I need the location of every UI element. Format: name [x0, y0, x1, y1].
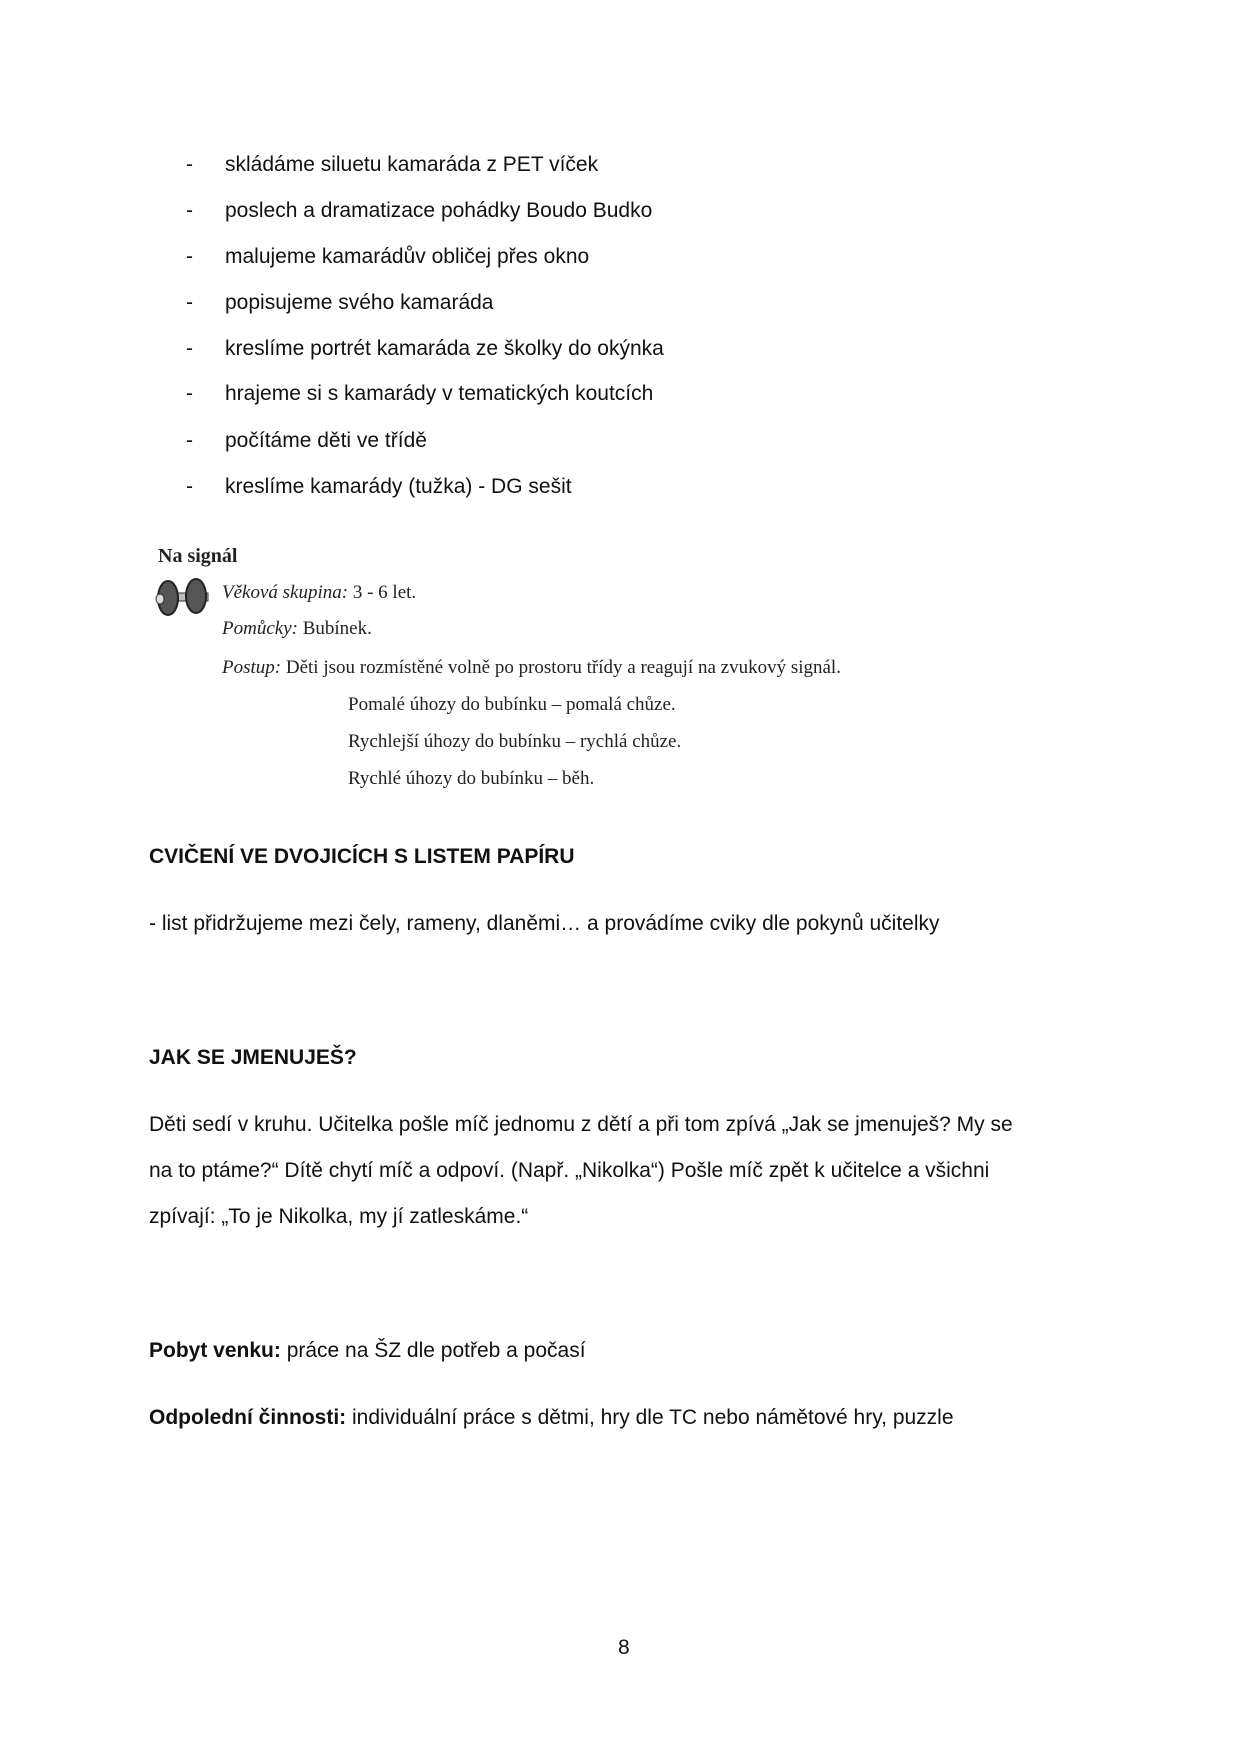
- afternoon-text: individuální práce s dětmi, hry dle TC nebo námětové hry, puzzle: [346, 1406, 954, 1429]
- afternoon-line: [149, 1405, 954, 1431]
- bullet-dash: -: [186, 475, 193, 498]
- list-item: popisujeme svého kamaráda: [225, 291, 494, 314]
- outdoor-line: [149, 1338, 586, 1364]
- bullet-dash: -: [186, 429, 193, 452]
- section-heading: CVIČENÍ VE DVOJICÍCH S LISTEM PAPÍRU: [149, 845, 575, 868]
- paragraph-line: Děti sedí v kruhu. Učitelka pošle míč jednomu z dětí a při tom zpívá „Jak se jmenuješ? My se: [149, 1113, 1013, 1136]
- age-value: 3 - 6 let.: [352, 582, 417, 603]
- list-item: kreslíme portrét kamaráda ze školky do okýnka: [225, 337, 664, 360]
- step: Rychlejší úhozy do bubínku – rychlá chůze.: [348, 731, 682, 752]
- paragraph-line: na to ptáme?“ Dítě chytí míč a odpoví. (Např. „Nikolka“) Pošle míč zpět k učitelce a všichni: [149, 1159, 990, 1182]
- bullet-dash: -: [186, 382, 193, 405]
- procedure-label: Postup:: [222, 657, 282, 678]
- procedure-value: Děti jsou rozmístěné volně po prostoru třídy a reagují na zvukový signál.: [285, 657, 841, 678]
- tools-label: Pomůcky:: [222, 618, 298, 639]
- section-heading: JAK SE JMENUJEŠ?: [149, 1046, 357, 1069]
- list-item: poslech a dramatizace pohádky Boudo Budko: [225, 199, 653, 222]
- game-title: Na signál: [158, 545, 238, 567]
- page-number: 8: [618, 1636, 630, 1659]
- dumbbell-icon: [152, 576, 214, 618]
- list-item: počítáme děti ve třídě: [225, 429, 427, 452]
- tools: [222, 617, 372, 641]
- bullet-dash: -: [186, 153, 193, 176]
- bullet-dash: -: [186, 245, 193, 268]
- procedure: [222, 656, 841, 680]
- bullet-dash: -: [186, 199, 193, 222]
- bullet-dash: -: [186, 291, 193, 314]
- outdoor-label: Pobyt venku:: [149, 1339, 281, 1362]
- bullet-dash: -: [186, 337, 193, 360]
- age-group: [222, 581, 416, 605]
- paragraph-line: zpívají: „To je Nikolka, my jí zatleskáme.“: [149, 1205, 529, 1228]
- list-item: malujeme kamarádův obličej přes okno: [225, 245, 590, 268]
- afternoon-label: Odpolední činnosti:: [149, 1406, 347, 1429]
- list-item: hrajeme si s kamarády v tematických koutcích: [225, 382, 654, 405]
- tools-value: Bubínek.: [302, 618, 372, 639]
- list-item: skládáme siluetu kamaráda z PET víček: [225, 153, 599, 176]
- list-item: kreslíme kamarády (tužka) - DG sešit: [225, 475, 572, 498]
- age-label: Věková skupina:: [222, 582, 349, 603]
- outdoor-text: práce na ŠZ dle potřeb a počasí: [280, 1339, 586, 1362]
- step: Rychlé úhozy do bubínku – běh.: [348, 768, 595, 789]
- step: Pomalé úhozy do bubínku – pomalá chůze.: [348, 694, 676, 715]
- section-text: - list přidržujeme mezi čely, rameny, dlaněmi… a provádíme cviky dle pokynů učitelky: [149, 912, 940, 935]
